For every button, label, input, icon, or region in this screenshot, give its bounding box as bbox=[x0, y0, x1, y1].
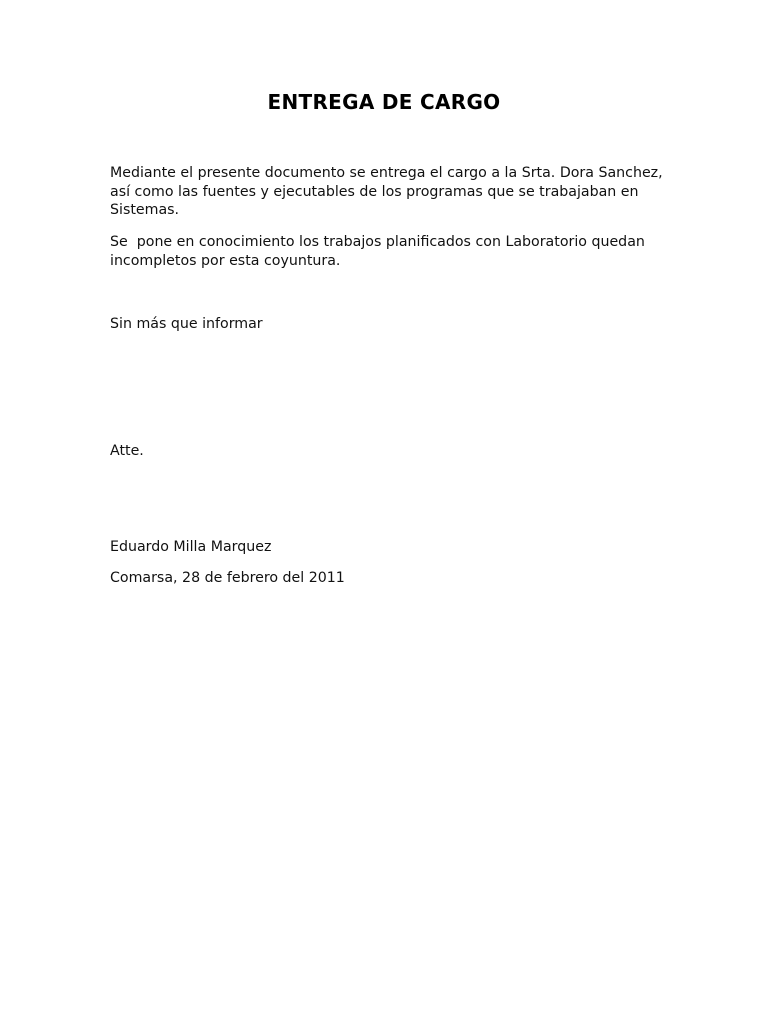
closing-line: Sin más que informar bbox=[110, 316, 263, 332]
salutation: Atte. bbox=[110, 443, 144, 459]
paragraph-pending-work: Se pone en conocimiento los trabajos planificados con Laboratorio quedan incompletos por esta coyuntura. bbox=[110, 234, 650, 269]
place-date: Comarsa, 28 de febrero del 2011 bbox=[110, 570, 345, 586]
paragraph-handover: Mediante el presente documento se entrega el cargo a la Srta. Dora Sanchez, así como las fuentes y ejecutables de los programas que se trabajaban en Sistemas. bbox=[110, 165, 663, 218]
signer-name: Eduardo Milla Marquez bbox=[110, 539, 272, 555]
document-title: ENTREGA DE CARGO bbox=[267, 90, 501, 114]
